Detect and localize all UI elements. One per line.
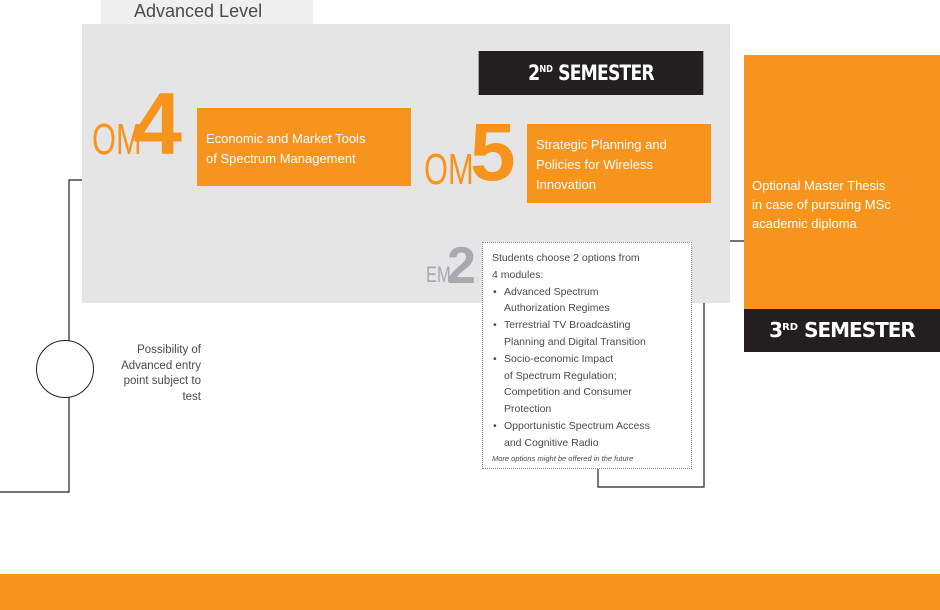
options-intro-line2: 4 modules: <box>492 268 544 281</box>
options-note: More options might be offered in the future <box>492 453 634 463</box>
om4-title-line1: Economic and Market Tools <box>206 131 366 146</box>
semester-3-number: 3 <box>769 318 783 342</box>
option-item <box>492 284 683 318</box>
option-item <box>492 351 683 418</box>
option-line: • Advanced Spectrum <box>504 285 599 298</box>
option-line: Protection <box>504 403 552 416</box>
option-line: of Spectrum Regulation; <box>504 369 617 382</box>
om4-number: 4 <box>133 74 182 173</box>
semester-3-label <box>744 309 940 352</box>
om5-title-line1: Strategic Planning and <box>536 137 667 152</box>
om4-title-line2: of Spectrum Management <box>206 151 356 166</box>
options-intro-line1: Students choose 2 options from <box>492 252 640 264</box>
option-line: • Opportunistic Spectrum Access <box>504 419 650 432</box>
footer-band <box>0 574 940 610</box>
semester-2-label <box>479 51 704 95</box>
option-line: • Terrestrial TV Broadcasting <box>504 319 631 332</box>
option-item <box>492 317 683 351</box>
advanced-level-tab: Advanced Level <box>101 0 313 24</box>
thesis-line2: in case of pursuing MSc <box>752 197 891 212</box>
thesis-text <box>752 176 937 233</box>
option-line: and Cognitive Radio <box>504 436 599 449</box>
om4-module-box <box>197 108 411 186</box>
om5-title-line3: Innovation <box>536 177 596 192</box>
semester-2-word: SEMESTER <box>558 61 654 85</box>
entry-point-circle <box>36 340 94 398</box>
option-item <box>492 418 683 452</box>
om5-module-box <box>527 124 711 203</box>
option-line: Planning and Digital Transition <box>504 335 646 348</box>
semester-3-word: SEMESTER <box>804 318 915 342</box>
om4-prefix: OM <box>92 115 142 164</box>
entry-line2: Advanced entry <box>121 359 201 372</box>
options-list <box>492 284 683 452</box>
entry-line4: test <box>182 390 201 403</box>
thesis-line3: academic diploma <box>752 216 857 231</box>
thesis-line1: Optional Master Thesis <box>752 178 886 193</box>
semester-3-suffix: RD <box>782 322 799 333</box>
semester-2-suffix: ND <box>539 64 553 75</box>
semester-2-number: 2 <box>528 61 540 85</box>
om5-title-line2: Policies for Wireless <box>536 157 654 172</box>
em2-number: 2 <box>447 237 476 295</box>
em2-prefix: EM <box>426 262 451 287</box>
entry-line3: point subject to <box>123 375 201 387</box>
option-line: Competition and Consumer <box>504 386 632 399</box>
option-line: • Socio-economic Impact <box>504 352 614 365</box>
om5-prefix: OM <box>424 145 474 194</box>
om5-number: 5 <box>470 107 516 198</box>
option-line: Authorization Regimes <box>504 302 610 315</box>
entry-point-text <box>98 343 201 405</box>
elective-options-box <box>482 242 692 469</box>
entry-line1: Possibility of <box>137 344 201 356</box>
